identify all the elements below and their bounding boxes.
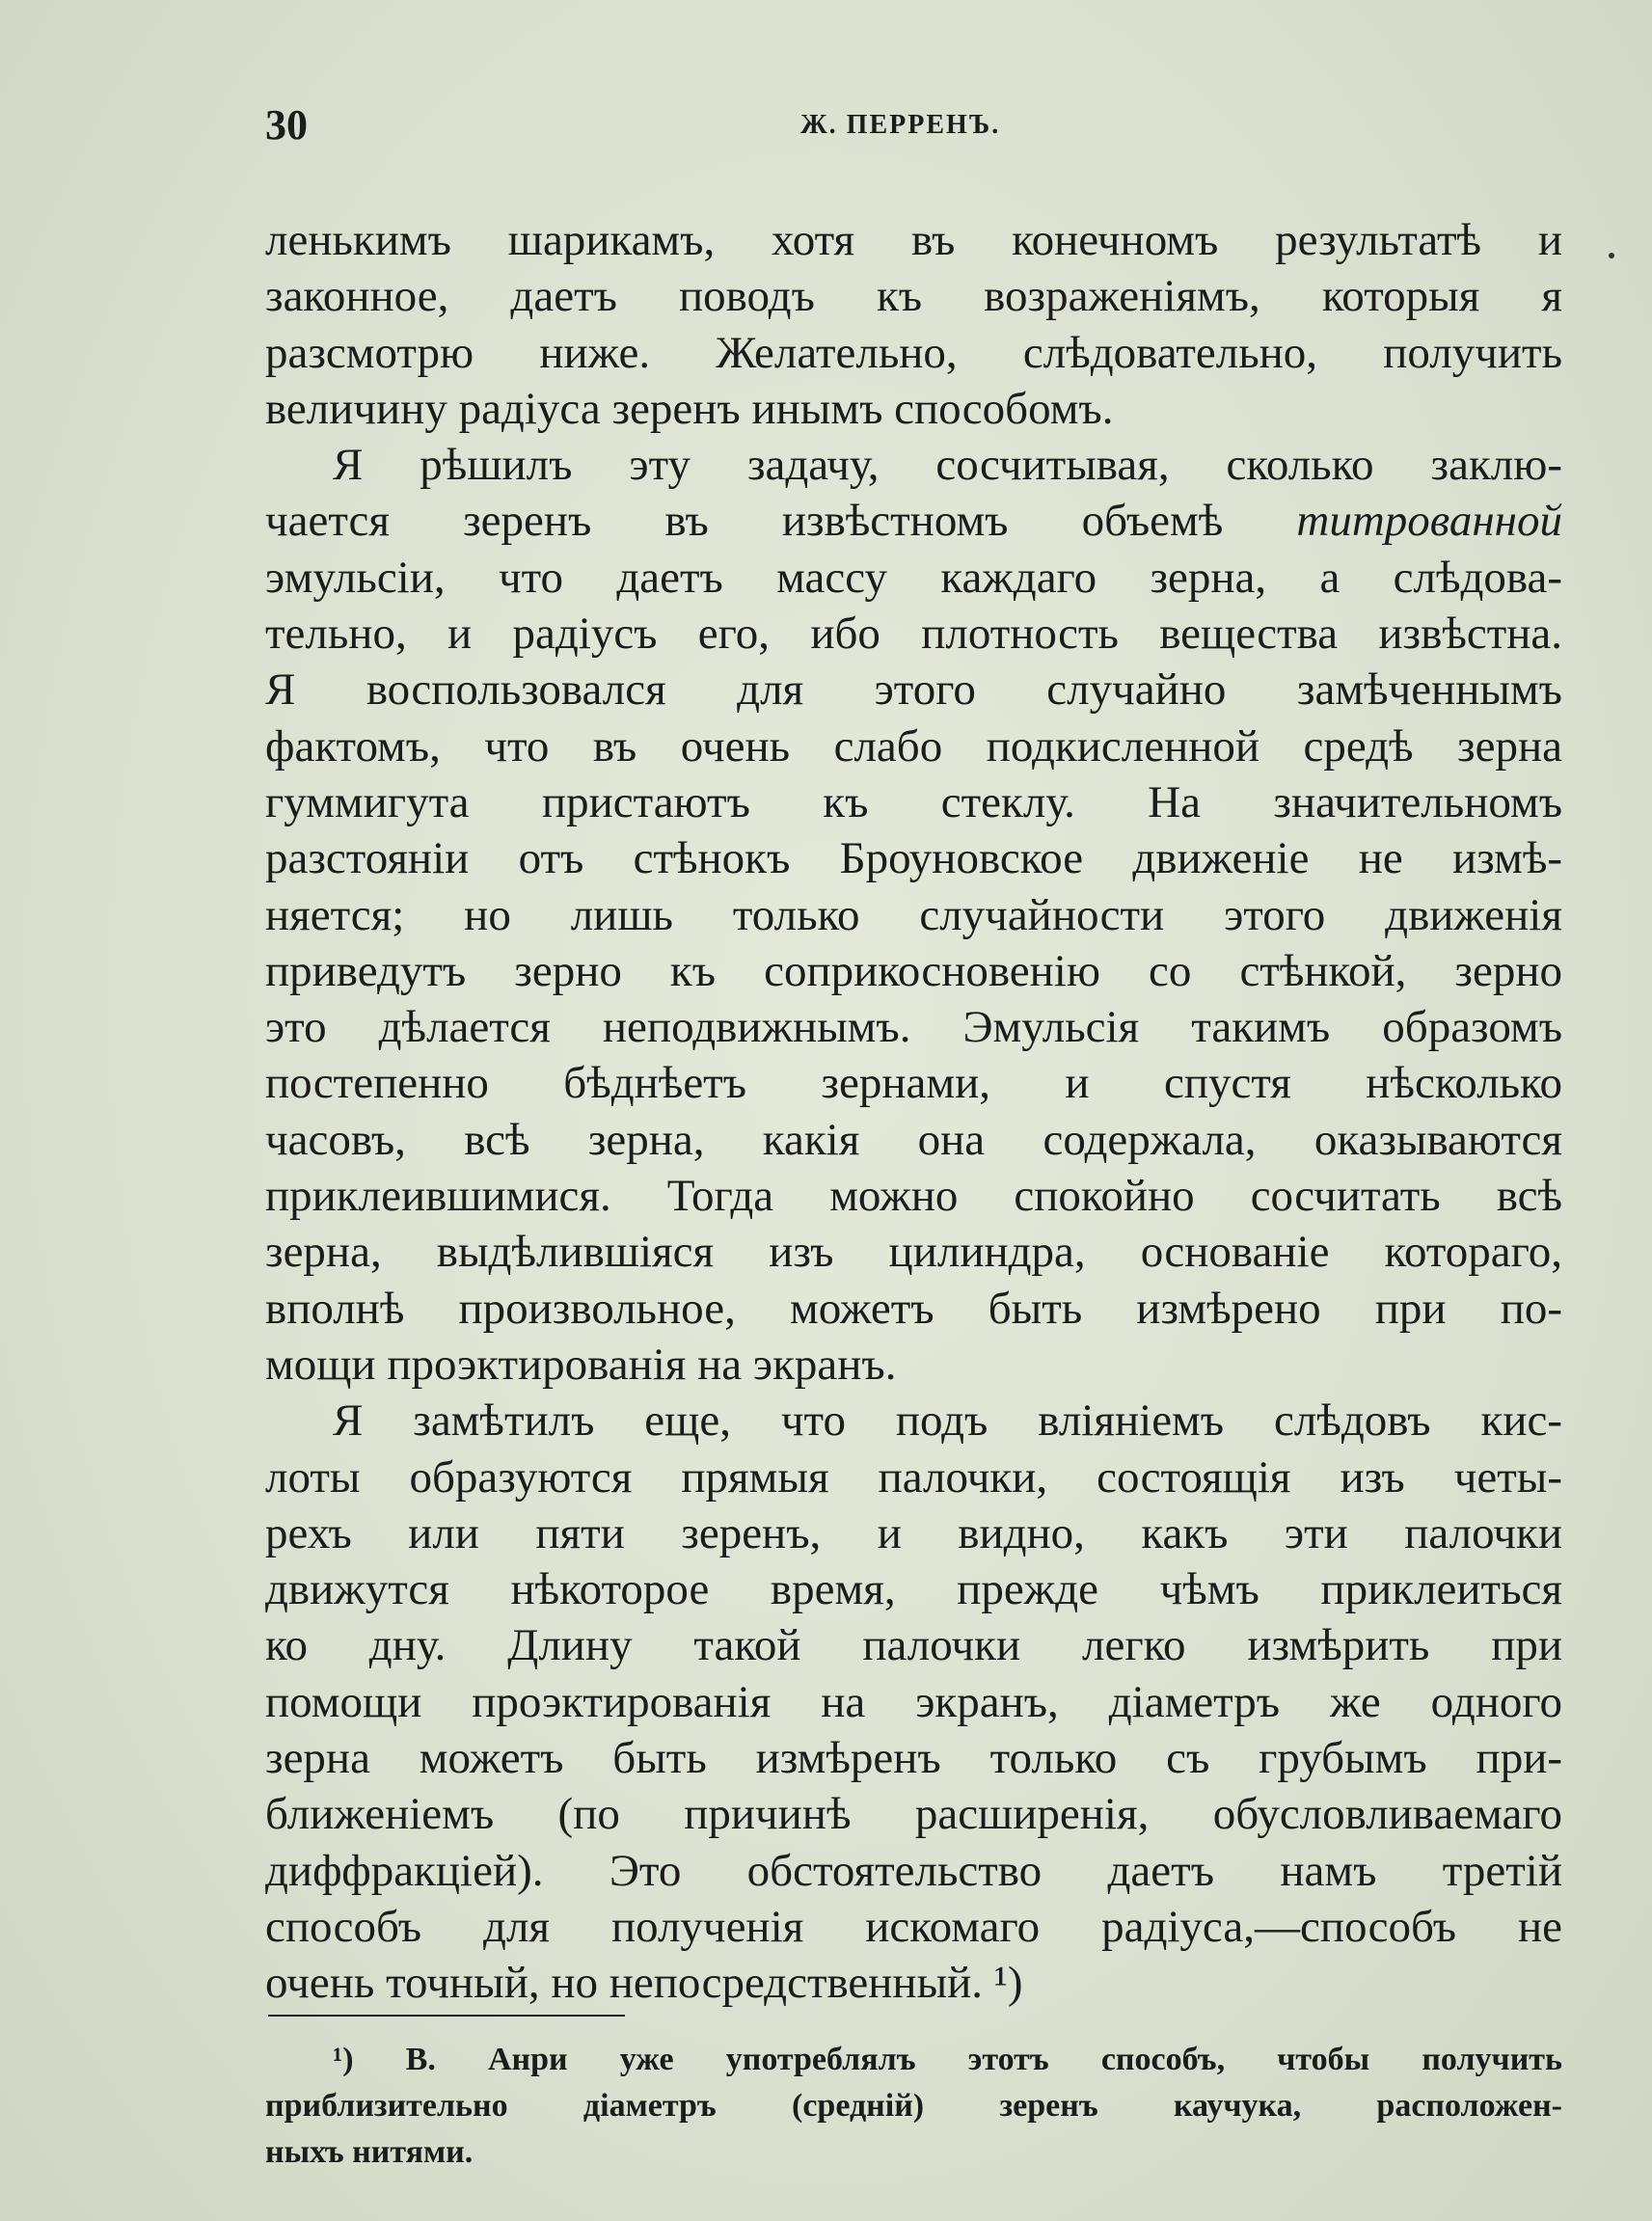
text-line: величину радіуса зеренъ инымъ способомъ. (265, 383, 1114, 434)
text-line: способъ для полученія искомаго радіуса,—способъ не (265, 1901, 1562, 1952)
text-line: зерна, выдѣлившіяся изъ цилиндра, основаніе котораго, (265, 1227, 1562, 1278)
text-line: приведутъ зерно къ соприкосновенію со стѣнкой, зерно (265, 945, 1562, 996)
footnote-line: ныхъ нитями. (265, 2134, 474, 2170)
text-line: гуммигута пристаютъ къ стеклу. На значительномъ (265, 776, 1562, 827)
text-line: эмульсіи, что даетъ массу каждаго зерна, а слѣдова- (265, 552, 1562, 603)
italic-term: титрованной (1296, 496, 1562, 547)
text-line: ленькимъ шарикамъ, хотя въ конечномъ результатѣ и (265, 215, 1562, 265)
footnotes (265, 2037, 1562, 2176)
text-line: разстояніи отъ стѣнокъ Броуновское движеніе не измѣ- (265, 833, 1562, 884)
text-line: часовъ, всѣ зерна, какія она содержала, оказываются (265, 1114, 1562, 1165)
footnote-rule (268, 2015, 625, 2017)
text-line: движутся нѣкоторое время, прежде чѣмъ приклеиться (265, 1564, 1562, 1615)
text-line: вполнѣ произвольное, можетъ быть измѣрено при по- (265, 1283, 1562, 1334)
text-line: ближеніемъ (по причинѣ расширенія, обусловливаемаго (265, 1789, 1562, 1840)
paper-speck (1609, 253, 1614, 258)
text-line: фактомъ, что въ очень слабо подкисленной средѣ зерна (265, 720, 1562, 772)
text-line: лоты образуются прямыя палочки, состоящія изъ четы- (265, 1451, 1562, 1503)
text-line: постепенно бѣднѣетъ зернами, и спустя нѣсколько (265, 1058, 1562, 1109)
text-line: помощи проэктированія на экранъ, діаметръ же одного (265, 1676, 1562, 1727)
text-line: это дѣлается неподвижнымъ. Эмульсія такимъ образомъ (265, 1002, 1562, 1053)
text-line: мощи проэктированія на экранъ. (265, 1339, 897, 1390)
text-line: рехъ или пяти зеренъ, и видно, какъ эти палочки (265, 1507, 1562, 1558)
text-line: ко дну. Длину такой палочки легко измѣрить при (265, 1620, 1562, 1671)
text-line: тельно, и радіусъ его, ибо плотность вещества извѣстна. (265, 609, 1562, 660)
text-line: приклеившимися. Тогда можно спокойно сосчитать всѣ (265, 1171, 1562, 1222)
running-head: Ж. ПЕРРЕНЪ. (800, 110, 1001, 140)
footnote-line: приблизительно діаметръ (средній) зеренъ каучука, расположен- (265, 2088, 1562, 2124)
paragraph-start-line: Я замѣтилъ еще, что подъ вліяніемъ слѣдовъ кис- (333, 1395, 1562, 1447)
text-line: диффракціей). Это обстоятельство даетъ намъ третій (265, 1845, 1562, 1896)
body-text (265, 212, 1562, 2012)
text-line: Я воспользовался для этого случайно замѣченнымъ (265, 664, 1562, 716)
text-line: няется; но лишь только случайности этого движенія (265, 889, 1562, 940)
page-header (265, 96, 1562, 154)
text-line: зерна можетъ быть измѣренъ только съ грубымъ при- (265, 1733, 1562, 1784)
text-line: законное, даетъ поводъ къ возраженіямъ, которыя я (265, 271, 1562, 322)
text-span: чается зеренъ въ извѣстномъ объемѣ (265, 496, 1224, 547)
page-number: 30 (265, 101, 308, 149)
footnote-line: ¹) В. Анри уже употреблялъ этотъ способъ, чтобы получить (333, 2042, 1562, 2077)
text-line: очень точный, но непосредственный. ¹) (265, 1958, 1023, 2009)
text-line: разсмотрю ниже. Желательно, слѣдовательно, получить (265, 327, 1562, 378)
paragraph-start-line: Я рѣшилъ эту задачу, сосчитывая, сколько заклю- (333, 440, 1562, 491)
text-line (265, 493, 1562, 549)
